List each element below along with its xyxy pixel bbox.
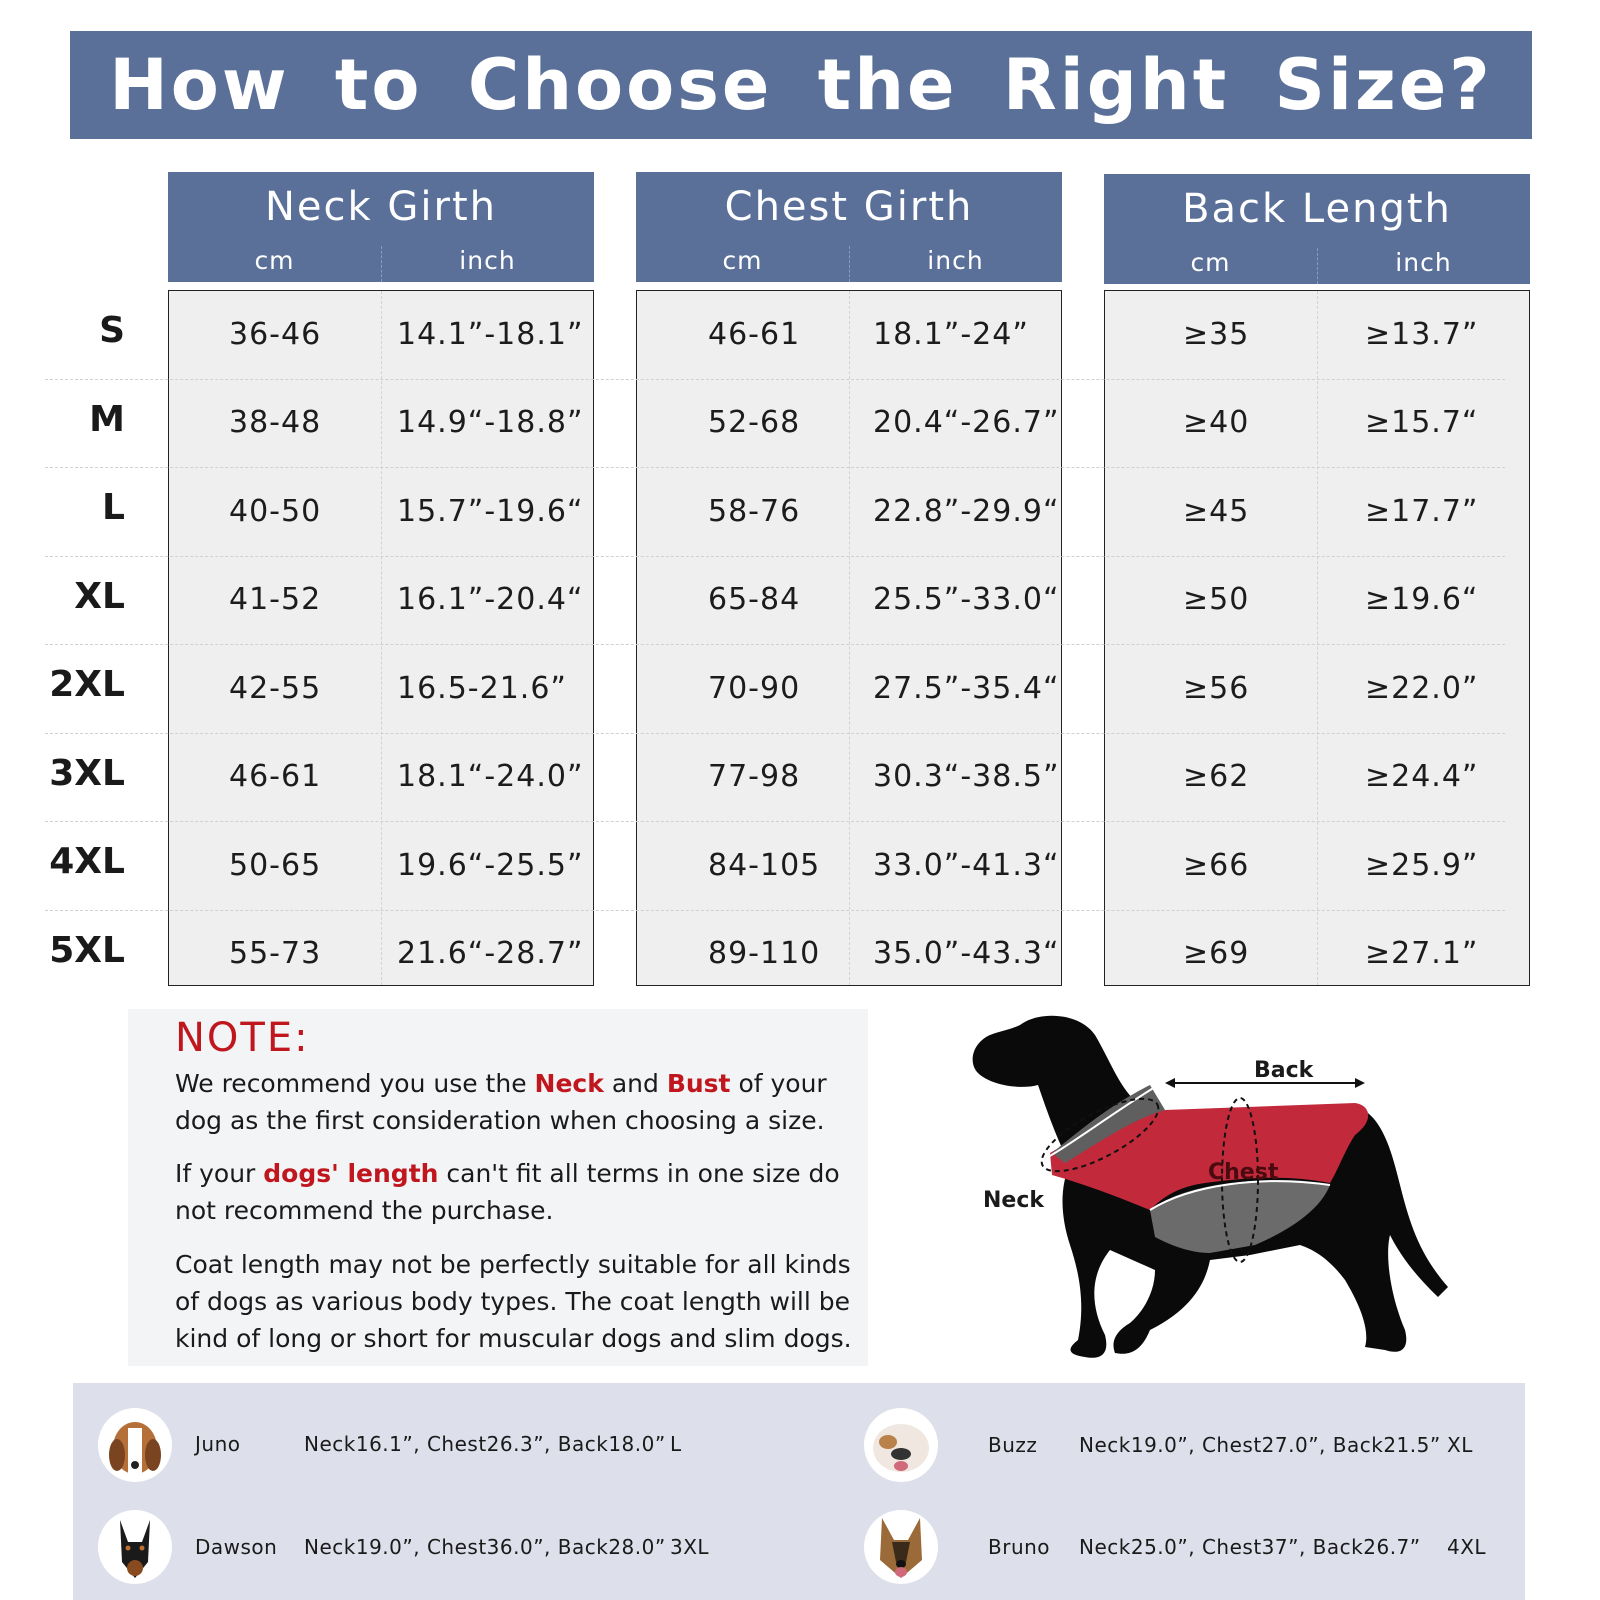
chest-inch-cell: 22.8”-29.9“	[873, 493, 1060, 529]
dog-size-juno: L	[670, 1432, 682, 1456]
size-label: 5XL	[49, 929, 125, 971]
length-highlight: dogs' length	[263, 1159, 439, 1188]
back-inch-cell: ≥19.6“	[1365, 582, 1479, 617]
neck-inch-cell: 14.9“-18.8”	[397, 405, 584, 440]
neck-cm-cell: 41-52	[229, 582, 322, 617]
back-inch-cell: ≥13.7”	[1365, 316, 1479, 352]
dog-name-dawson: Dawson	[195, 1535, 278, 1559]
back-inch-cell: ≥15.7“	[1365, 405, 1479, 440]
chest-cm-cell: 58-76	[708, 493, 801, 529]
doberman-avatar	[100, 1512, 170, 1582]
back-cm-cell: ≥50	[1183, 582, 1250, 617]
back-inch-cell: ≥22.0”	[1365, 670, 1479, 706]
chest-cm-cell: 89-110	[708, 936, 821, 971]
chest-inch-cell: 30.3“-38.5”	[873, 759, 1060, 794]
bust-highlight: Bust	[666, 1069, 731, 1098]
dog-measure-juno: Neck16.1”, Chest26.3”, Back18.0”	[304, 1432, 666, 1456]
neck-highlight: Neck	[534, 1069, 604, 1098]
note-paragraph-3: Coat length may not be perfectly suitable for all kinds of dogs as various body types. The coat length will be kind of long or short for muscular dogs and slim dogs.	[175, 1250, 852, 1353]
note-box	[128, 1009, 868, 1366]
chest-cm-cell: 46-61	[708, 316, 801, 352]
bulldog-avatar	[866, 1410, 936, 1480]
back-inch-cell: ≥27.1”	[1365, 936, 1479, 971]
dog-name-bruno: Bruno	[988, 1535, 1051, 1559]
chest-cm-cell: 65-84	[708, 582, 801, 617]
back-cm-cell: ≥56	[1183, 670, 1250, 706]
chest-inch-cell: 35.0”-43.3“	[873, 936, 1060, 971]
neck-inch-cell: 18.1“-24.0”	[397, 759, 584, 794]
back-cm-cell: ≥35	[1183, 316, 1250, 352]
neck-inch-label: inch	[459, 246, 516, 275]
chest-girth-header	[636, 172, 1062, 282]
chest-cm-cell: 77-98	[708, 759, 801, 794]
chest-inch-label: inch	[927, 246, 984, 275]
dog-size-dawson: 3XL	[670, 1535, 710, 1559]
beagle-avatar	[100, 1410, 170, 1480]
shepherd-avatar	[866, 1512, 936, 1582]
back-inch-label: inch	[1395, 248, 1452, 277]
dog-name-buzz: Buzz	[988, 1433, 1038, 1457]
dog-measure-dawson: Neck19.0”, Chest36.0”, Back28.0”	[304, 1535, 666, 1559]
neck-cm-cell: 40-50	[229, 493, 322, 529]
chest-inch-cell: 20.4“-26.7”	[873, 405, 1060, 440]
dog-measure-bruno: Neck25.0”, Chest37”, Back26.7”	[1079, 1535, 1421, 1559]
row-divider	[45, 467, 1505, 468]
back-label: Back	[1254, 1058, 1314, 1083]
size-label: 4XL	[49, 841, 125, 882]
row-divider	[45, 910, 1505, 911]
back-cm-cell: ≥66	[1183, 847, 1250, 883]
back-length-title: Back Length	[1182, 186, 1452, 232]
note-paragraph-1: We recommend you use the Neck and Bust of your dog as the first consideration when choosing a size.	[175, 1069, 827, 1135]
neck-cm-cell: 36-46	[229, 316, 322, 352]
size-label: S	[99, 310, 125, 351]
row-divider	[45, 733, 1505, 734]
neck-cm-cell: 38-48	[229, 405, 322, 440]
row-divider	[45, 644, 1505, 645]
neck-girth-header	[168, 172, 594, 282]
size-label: XL	[74, 575, 125, 617]
chest-cm-cell: 84-105	[708, 847, 821, 883]
dog-measure-buzz: Neck19.0”, Chest27.0”, Back21.5”	[1079, 1433, 1441, 1457]
size-label: 2XL	[49, 664, 125, 705]
note-title: NOTE:	[175, 1015, 310, 1061]
neck-cm-label: cm	[254, 246, 295, 275]
neck-cm-cell: 42-55	[229, 670, 322, 706]
chest-inch-cell: 25.5”-33.0“	[873, 582, 1060, 617]
chest-inch-cell: 18.1”-24”	[873, 316, 1029, 352]
size-label: L	[102, 487, 125, 528]
chest-cm-cell: 70-90	[708, 670, 801, 706]
back-cm-cell: ≥45	[1183, 493, 1250, 529]
dog-name-juno: Juno	[195, 1432, 241, 1456]
back-cm-label: cm	[1190, 248, 1231, 277]
neck-inch-cell: 21.6“-28.7”	[397, 936, 584, 971]
row-divider	[45, 556, 1505, 557]
row-divider	[45, 379, 1505, 380]
neck-inch-cell: 14.1”-18.1”	[397, 316, 584, 352]
chest-inch-cell: 27.5”-35.4“	[873, 670, 1060, 706]
back-length-header	[1104, 174, 1530, 284]
size-label: M	[89, 398, 125, 440]
neck-inch-cell: 16.1”-20.4“	[397, 582, 584, 617]
neck-cm-cell: 55-73	[229, 936, 322, 971]
back-inch-cell: ≥25.9”	[1365, 847, 1479, 883]
page-title: How to Choose the Right Size?	[70, 31, 1532, 139]
neck-cm-cell: 50-65	[229, 847, 322, 883]
back-cm-cell: ≥62	[1183, 759, 1250, 794]
neck-inch-cell: 19.6“-25.5”	[397, 847, 584, 883]
dog-examples-panel	[73, 1383, 1525, 1600]
back-cm-cell: ≥40	[1183, 405, 1250, 440]
size-label: 3XL	[49, 752, 125, 794]
chest-label: Chest	[1208, 1160, 1279, 1185]
back-inch-cell: ≥24.4”	[1365, 759, 1479, 794]
neck-label: Neck	[983, 1188, 1045, 1213]
neck-girth-title: Neck Girth	[265, 184, 497, 230]
dog-size-bruno: 4XL	[1447, 1535, 1487, 1559]
dog-size-buzz: XL	[1447, 1433, 1473, 1457]
neck-inch-cell: 15.7”-19.6“	[397, 493, 584, 529]
chest-cm-cell: 52-68	[708, 405, 801, 440]
neck-inch-cell: 16.5-21.6”	[397, 670, 567, 706]
chest-girth-title: Chest Girth	[724, 184, 974, 230]
chest-cm-label: cm	[722, 246, 763, 275]
note-paragraph-2: If your dogs' length can't fit all terms in one size do not recommend the purchase.	[175, 1159, 840, 1225]
back-inch-cell: ≥17.7”	[1365, 493, 1479, 529]
neck-cm-cell: 46-61	[229, 759, 322, 794]
row-divider	[45, 821, 1505, 822]
chest-inch-cell: 33.0”-41.3“	[873, 847, 1060, 883]
back-cm-cell: ≥69	[1183, 936, 1250, 971]
